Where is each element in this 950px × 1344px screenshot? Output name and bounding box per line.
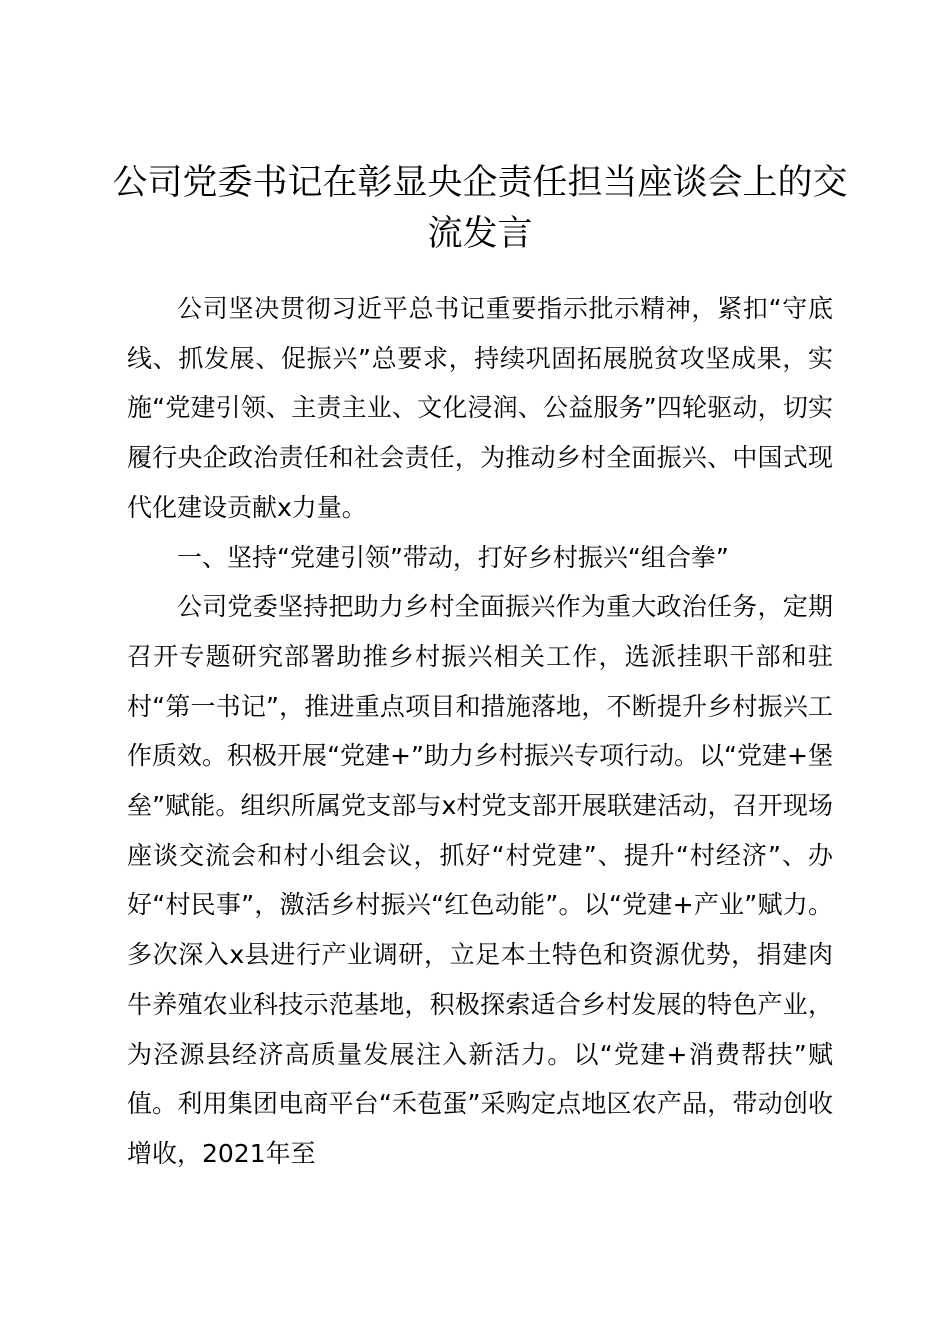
- intro-paragraph: 公司坚决贯彻习近平总书记重要指示批示精神，紧扣“守底线、抓发展、促振兴”总要求，持续巩固拓展脱贫攻坚成果，实施“党建引领、主责主业、文化浸润、公益服务”四轮驱动，切实履行央企政治责任和社会责任，为推动乡村全面振兴、中国式现代化建设贡献x力量。: [127, 294, 833, 522]
- section-paragraph: 公司党委坚持把助力乡村全面振兴作为重大政治任务，定期召开专题研究部署助推乡村振兴相关工作，选派挂职干部和驻村“第一书记”，推进重点项目和措施落地，不断提升乡村振兴工作质效。积极开展“党建+”助力乡村振兴专项行动。以“党建+堡垒”赋能。组织所属党支部与x村党支部开展联建活动，召开现场座谈交流会和村小组会议，抓好“村党建”、提升“村经济”、办好“村民事”，激活乡村振兴“红色动能”。以“党建+产业”赋力。多次深入x县进行产业调研，立足本土特色和资源优势，捐建肉牛养殖农业科技示范基地，积极探索适合乡村发展的特色产业，为泾源县经济高质量发展注入新活力。以“党建+消费帮扶”赋值。利用集团电商平台“禾苞蛋”采购定点地区农产品，带动创收增收，2021年至: [127, 592, 833, 1168]
- document-title: 公司党委书记在彰显央企责任担当座谈会上的交流发言: [112, 163, 848, 254]
- section-heading: 一、坚持“党建引领”带动，打好乡村振兴“组合拳”: [177, 542, 729, 572]
- document-body: [127, 284, 833, 1179]
